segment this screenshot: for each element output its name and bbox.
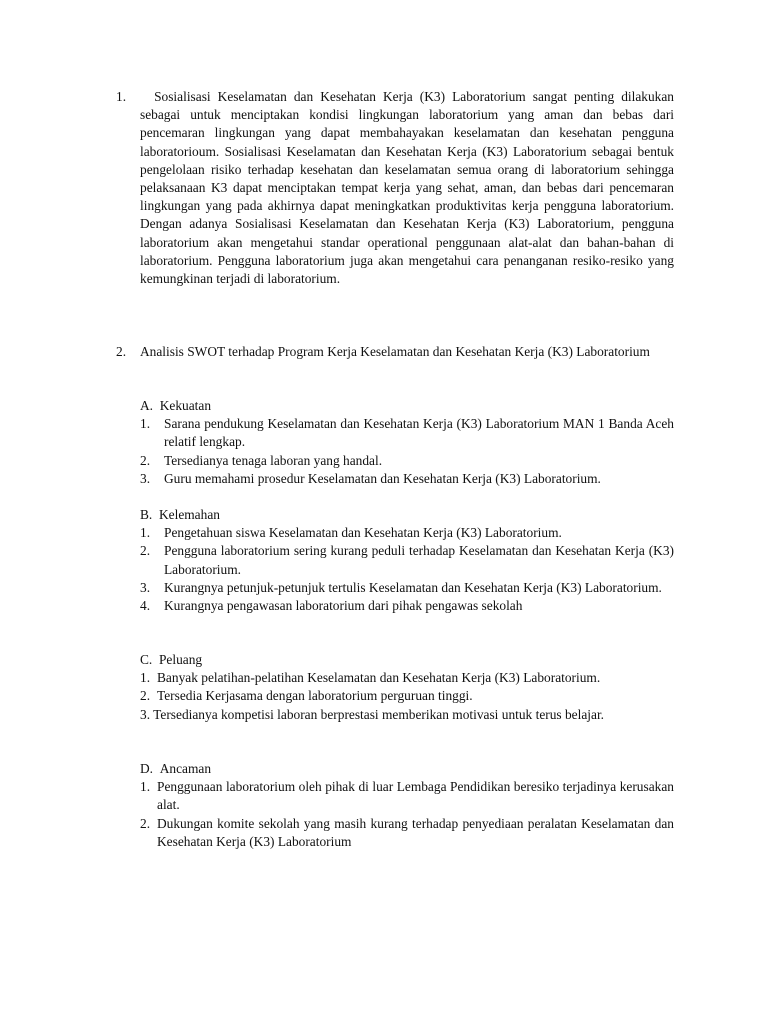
list-number: 2. — [140, 543, 151, 559]
list-text: Penggunaan laboratorium oleh pihak di luar Lembaga Pendidikan beresiko terjadinya kerusakan alat. — [157, 779, 674, 813]
list-number: 1. — [140, 525, 151, 541]
list-number: 2. — [140, 452, 151, 468]
list-item — [140, 524, 674, 542]
section-title: Peluang — [158, 652, 203, 667]
item-number: 2. — [116, 344, 127, 359]
list-number: 3. — [140, 470, 151, 486]
list-number: 1. — [140, 779, 151, 795]
section-letter: B. — [140, 507, 153, 522]
section-letter: A. — [140, 398, 154, 413]
numbered-item-2 — [116, 343, 674, 361]
list-number: 2. — [140, 815, 151, 831]
item-1-paragraph — [140, 88, 674, 288]
list-number: 4. — [140, 598, 151, 614]
list-text: Sarana pendukung Keselamatan dan Kesehatan Kerja (K3) Laboratorium MAN 1 Banda Aceh relatif lengkap. — [164, 416, 674, 450]
list-item — [140, 778, 674, 814]
list-item — [140, 452, 674, 470]
list-item — [140, 669, 674, 687]
list-text: Banyak pelatihan-pelatihan Keselamatan dan Kesehatan Kerja (K3) Laboratorium. — [157, 670, 601, 686]
item-2-text: Analisis SWOT terhadap Program Kerja Keselamatan dan Kesehatan Kerja (K3) Laboratorium — [140, 344, 650, 359]
section-ancaman — [140, 760, 674, 851]
list-number: 3. — [140, 579, 151, 595]
section-letter: C. — [140, 652, 153, 667]
section-title: Ancaman — [159, 761, 212, 776]
section-letter: D. — [140, 761, 154, 776]
list-number: 1. — [140, 416, 151, 432]
list-item-3-wrapped: 3. Tersedianya kompetisi laboran berprestasi memberikan motivasi untuk terus belajar. — [140, 706, 605, 722]
item-1-text: Sosialisasi Keselamatan dan Kesehatan Kerja (K3) Laboratorium sangat penting dilakukan sebagai untuk menciptakan kondisi lingkungan laboratorium yang aman dan bebas dari pencemaran lingkungan yang dapat membahayakan keselamatan dan kesehatan pengguna laboratorioum. Sosialisasi Keselamatan dan Kesehatan Kerja (K3) Laboratorium sebagai bentuk pengelolaan risiko terhadap kesehatan dan keselamatan semua orang di laboratorium sehingga pelaksanaan K3 dapat menciptakan tempat kerja yang sehat, aman, dan bebas dari pencemaran lingkungan yang pada akhirnya dapat meningkatkan produktivitas kerja pengguna laboratorium. Dengan adanya Sosialisasi Keselamatan dan Kesehatan Kerja (K3) Laboratorium, pengguna laboratorium akan mengetahui standar operational penggunaan alat-alat dan bahan-bahan di laboratorium. Pengguna laboratorium juga akan mengetahui cara penanganan resiko-resiko yang kemungkinan terjadi di laboratorium. — [140, 89, 674, 287]
section-heading — [140, 651, 674, 669]
list-item — [140, 415, 674, 451]
section-heading — [140, 760, 674, 778]
section-kelemahan — [140, 506, 674, 615]
section-heading — [140, 397, 674, 415]
section-title: Kekuatan — [159, 398, 212, 413]
list-item — [140, 470, 674, 488]
section-kekuatan — [140, 397, 674, 488]
list-item — [140, 597, 674, 615]
list-item — [140, 542, 674, 578]
list-text: Tersedianya tenaga laboran yang handal. — [164, 452, 383, 468]
numbered-item-1 — [116, 88, 674, 288]
list-text: Kurangnya pengawasan laboratorium dari pihak pengawas sekolah — [164, 598, 523, 614]
section-peluang — [140, 651, 674, 724]
list-number: 1. — [140, 670, 151, 686]
list-text: Tersedia Kerjasama dengan laboratorium perguruan tinggi. — [157, 688, 473, 704]
list-text: Dukungan komite sekolah yang masih kurang terhadap penyediaan peralatan Keselamatan dan Kesehatan Kerja (K3) Laboratorium — [157, 815, 674, 849]
list-item — [140, 687, 674, 705]
list-number: 2. — [140, 688, 151, 704]
list-item — [140, 579, 674, 597]
item-number: 1. — [116, 89, 127, 104]
list-text: Kurangnya petunjuk-petunjuk tertulis Keselamatan dan Kesehatan Kerja (K3) Laboratorium. — [164, 579, 662, 595]
list-text: Pengetahuan siswa Keselamatan dan Kesehatan Kerja (K3) Laboratorium. — [164, 525, 562, 541]
list-text: Pengguna laboratorium sering kurang peduli terhadap Keselamatan dan Kesehatan Kerja (K3) Laboratorium. — [164, 543, 674, 577]
list-text: Guru memahami prosedur Keselamatan dan Kesehatan Kerja (K3) Laboratorium. — [164, 470, 601, 486]
section-heading — [140, 506, 674, 524]
section-title: Kelemahan — [158, 507, 220, 522]
list-item — [140, 815, 674, 851]
